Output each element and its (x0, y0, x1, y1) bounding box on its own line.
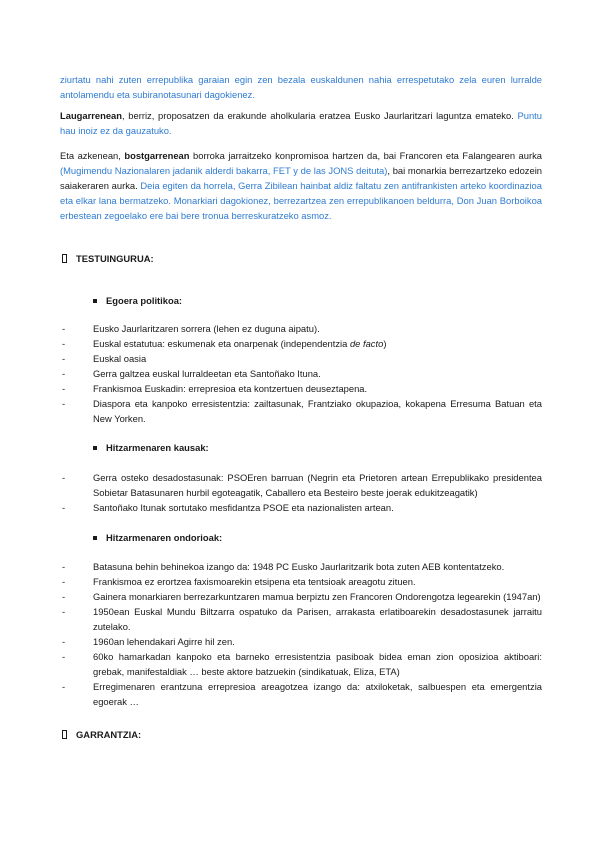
subsection-political-heading (93, 295, 542, 306)
checkbox-bullet-icon (62, 730, 67, 739)
list-item: - Gainera monarkiaren berrezarkuntzaren mamua berpiztu zen Francoren Ondorengotza legearekin (1947an) (62, 591, 541, 602)
political-list (60, 321, 542, 426)
fifth-label: bostgarrenean (124, 150, 190, 161)
list-item: - Euskal estatutua: eskumenak eta onarpenak (independentzia de facto) (62, 338, 387, 349)
list-item: - Gerra osteko desadostasunak: PSOEren barruan (Negrin eta Prietoren artean Errepublikako presidentea Sobietar Batasunaren hurbil egoteagatik, Caballero eta Besteiro beste joerak edukitzeagatik) (62, 472, 542, 498)
list-item: - Eusko Jaurlaritzaren sorrera (lehen ez duguna aipatu). (62, 323, 320, 334)
square-bullet-icon (93, 299, 97, 303)
subsection-consequences-title: Hitzarmenaren ondorioak: (106, 532, 223, 543)
list-item: - 1950ean Euskal Mundu Biltzarra ospatuko da Parisen, arrakasta erlatiboarekin desadostasunek jarraitu zutelako. (62, 606, 542, 632)
checkbox-bullet-icon (62, 254, 67, 263)
fourth-note: Puntu hau inoiz ez da gauzatuko. (60, 110, 542, 136)
fourth-text: , berriz, proposatzen da erakunde aholkularia eratzea Eusko Jaurlaritzari laguntza emateko. (122, 110, 514, 121)
fifth-note1: (Mugimendu Nazionalaren jadanik alderdi bakarra, FET y de las JONS deituta) (60, 165, 388, 176)
subsection-causes-heading (93, 442, 542, 453)
square-bullet-icon (93, 536, 97, 540)
list-item: - 1960an lehendakari Agirre hil zen. (62, 636, 235, 647)
fifth-note2: Deia egiten da horrela, Gerra Zibilean hainbat aldiz faltatu zen antifrankisten arteko koordinazioa eta elkar lana bermatzeko. Monarkiari dagokionez, berrezartzea zen errepublikanoen beldurra, Don Juan Borboikoa erbestean zegoelako ere bai bere tronua berreskuratzeko asmoz. (60, 180, 542, 221)
list-item: - 60ko hamarkadan kanpoko eta barneko erresistentzia pasiboak bidea eman zion oposizioa aktiboari: grebak, manifestaldiak … beste aktore batzuekin (sindikatuak, Eliza, ETA) (62, 651, 542, 677)
list-item: - Diaspora eta kanpoko erresistentzia: zailtasunak, Frantziako okupazioa, kokapena Erresuma Batuan eta New Yorken. (62, 398, 542, 424)
paragraph-fourth (60, 108, 542, 138)
list-item: - Frankismoa ez erortzea faxismoarekin etsipena eta tentsioak areagotu zituen. (62, 576, 416, 587)
subsection-political-title: Egoera politikoa: (106, 295, 183, 306)
subsection-causes-title: Hitzarmenaren kausak: (106, 442, 209, 453)
section-context-title: TESTUINGURUA: (76, 253, 154, 264)
list-item: - Frankismoa Euskadin: errepresioa eta kontzertuen deuseztapena. (62, 383, 368, 394)
causes-list (60, 470, 542, 515)
list-item: - Euskal oasia (62, 353, 147, 364)
list-item: - Erregimenaren erantzuna errepresioa areagotzea izango da: atxiloketak, salbuespen eta emergentzia egoerak … (62, 681, 542, 707)
fifth-part2: borroka jarraitzeko konpromisoa hartzen da, bai Francoren eta Falangearen aurka (189, 150, 543, 161)
list-item: - Santoñako Itunak sortutako mesfidantza PSOE eta nazionalisten artean. (62, 502, 394, 513)
section-context-heading (60, 253, 542, 264)
fifth-part3: , bai monarkia berrezartzeko edozein saiakeraren aurka. (60, 165, 542, 191)
list-item: - Batasuna behin behinekoa izango da: 1948 PC Eusko Jaurlaritzarik bota zuten AEB kontentatzeko. (62, 561, 505, 572)
section-importance-heading (60, 729, 542, 740)
consequences-list (60, 559, 542, 709)
square-bullet-icon (93, 446, 97, 450)
paragraph-intro: ziurtatu nahi zuten errepublika garaian egin zen bezala euskaldunen nahia errespetutako zela euren lurralde antolamendu eta subiranotasunari dagokienez. (60, 74, 542, 100)
paragraph-fifth (60, 148, 542, 223)
fifth-part1: Eta azkenean, (60, 150, 125, 161)
subsection-consequences-heading (93, 532, 542, 543)
fourth-label: Laugarrenean (60, 110, 122, 121)
section-importance-title: GARRANTZIA: (76, 729, 142, 740)
list-item: - Gerra galtzea euskal lurraldeetan eta Santoñako Ituna. (62, 368, 321, 379)
